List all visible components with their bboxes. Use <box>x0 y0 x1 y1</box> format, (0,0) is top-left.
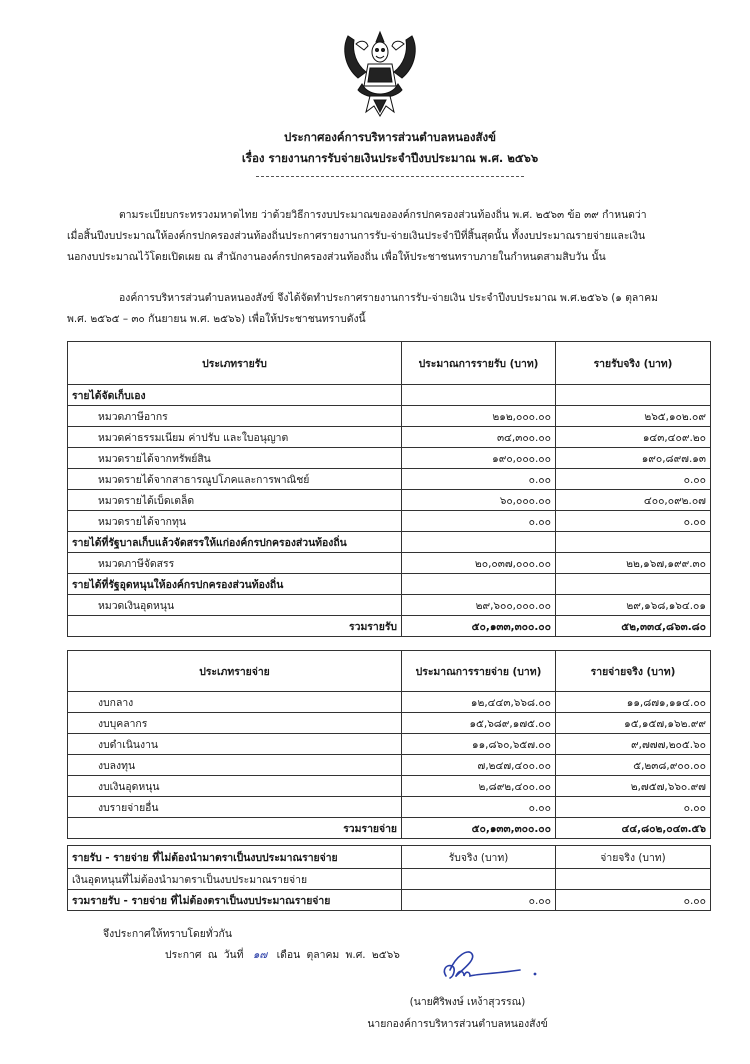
income-table <box>67 341 711 637</box>
non-budget-total-row <box>68 890 711 911</box>
income-group-row <box>68 574 711 595</box>
actual-value: ๒,๗๕๗,๖๖๐.๙๗ <box>556 776 711 797</box>
expense-actual-header: รายจ่ายจริง (บาท) <box>556 651 711 692</box>
empty-cell <box>402 574 556 595</box>
group-label: รายได้ที่รัฐบาลเก็บแล้วจัดสรรให้แก่องค์กรปกครองส่วนท้องถิ่น <box>68 532 402 553</box>
row-label: งบกลาง <box>68 692 402 713</box>
statement-line-2: พ.ศ. ๒๕๖๕ – ๓๐ กันยายน พ.ศ. ๒๕๖๖) เพื่อให้ประชาชนทราบดังนี้ <box>67 313 366 325</box>
table-row <box>68 553 711 574</box>
row-label: งบรายจ่ายอื่น <box>68 797 402 818</box>
estimate-value: ๗,๒๔๗,๔๐๐.๐๐ <box>402 755 556 776</box>
non-budget-header-row <box>68 846 711 869</box>
row-label: งบลงทุน <box>68 755 402 776</box>
table-row <box>68 406 711 427</box>
table-row <box>68 755 711 776</box>
intro-line-2: เมื่อสิ้นปีงบประมาณให้องค์กรปกครองส่วนท้องถิ่นประกาศรายงานการรับ-จ่ายเงินประจำปีที่สิ้นสุดนั้น ทั้งงบประมาณรายจ่ายและเงิน <box>67 230 646 242</box>
estimate-value: ๓๔,๓๐๐.๐๐ <box>402 427 556 448</box>
actual-value: ๑๔๓,๔๐๙.๒๐ <box>556 427 711 448</box>
total-label: รวมรายรับ - รายจ่าย ที่ไม่ต้องตราเป็นงบประมาณรายจ่าย <box>68 890 402 911</box>
empty-cell <box>556 385 711 406</box>
expense-type-header: ประเภทรายจ่าย <box>68 651 402 692</box>
row-label: หมวดภาษีจัดสรร <box>68 553 402 574</box>
income-total-row <box>68 616 711 637</box>
group-label: รายได้ที่รัฐอุดหนุนให้องค์กรปกครองส่วนท้องถิ่น <box>68 574 402 595</box>
estimate-value: ๒๑๒,๐๐๐.๐๐ <box>402 406 556 427</box>
table-row <box>68 427 711 448</box>
row-label: หมวดภาษีอากร <box>68 406 402 427</box>
total-label: รวมรายจ่าย <box>68 818 402 839</box>
estimate-value: ๑๑,๘๖๐,๖๕๗.๐๐ <box>402 734 556 755</box>
garuda-emblem-icon <box>340 28 420 120</box>
actual-value: ๐.๐๐ <box>556 469 711 490</box>
table-row <box>68 490 711 511</box>
announcement-title: ประกาศองค์การบริหารส่วนตำบลหนองสังข์ <box>284 130 496 144</box>
total-estimate: ๕๐,๑๓๓,๓๐๐.๐๐ <box>402 818 556 839</box>
date-suffix: เดือน ตุลาคม พ.ศ. ๒๕๖๖ <box>276 949 400 961</box>
row-label: หมวดรายได้จากสาธารณูปโภคและการพาณิชย์ <box>68 469 402 490</box>
table-row <box>68 448 711 469</box>
announcement-subject: เรื่อง รายงานการรับจ่ายเงินประจำปีงบประมาณ พ.ศ. ๒๕๖๖ <box>241 151 539 165</box>
table-row <box>68 595 711 616</box>
income-estimate-header: ประมาณการรายรับ (บาท) <box>402 342 556 385</box>
group-label: รายได้จัดเก็บเอง <box>68 385 402 406</box>
expense-estimate-header: ประมาณการรายจ่าย (บาท) <box>402 651 556 692</box>
non-budget-table <box>67 845 711 911</box>
income-group-row <box>68 532 711 553</box>
actual-value: ๑๙๐,๘๙๗.๑๓ <box>556 448 711 469</box>
expense-total-row <box>68 818 711 839</box>
row-label: งบดำเนินงาน <box>68 734 402 755</box>
row-label: หมวดเงินอุดหนุน <box>68 595 402 616</box>
date-day: ๑๗ <box>252 949 268 961</box>
table-row <box>68 734 711 755</box>
date-prefix: ประกาศ ณ วันที่ <box>165 949 244 961</box>
row-label: หมวดรายได้จากทุน <box>68 511 402 532</box>
received-header: รับจริง (บาท) <box>402 846 556 869</box>
actual-value: ๔๐๐,๐๙๒.๐๗ <box>556 490 711 511</box>
row-label: เงินอุดหนุนที่ไม่ต้องนำมาตราเป็นงบประมาณรายจ่าย <box>68 869 402 890</box>
estimate-value: ๐.๐๐ <box>402 797 556 818</box>
estimate-value: ๒๐,๐๓๗,๐๐๐.๐๐ <box>402 553 556 574</box>
expense-table <box>67 650 711 839</box>
income-type-header: ประเภทรายรับ <box>68 342 402 385</box>
actual-value: ๒๖๕,๑๐๒.๐๙ <box>556 406 711 427</box>
estimate-value: ๑๒,๔๔๓,๖๖๘.๐๐ <box>402 692 556 713</box>
income-header-row <box>68 342 711 385</box>
actual-value: ๕,๒๓๘,๙๐๐.๐๐ <box>556 755 711 776</box>
paid-value <box>556 869 711 890</box>
row-label: หมวดค่าธรรมเนียม ค่าปรับ และใบอนุญาต <box>68 427 402 448</box>
row-label: งบบุคลากร <box>68 713 402 734</box>
intro-line-1: ตามระเบียบกระทรวงมหาดไทย ว่าด้วยวิธีการงบประมาณขององค์กรปกครองส่วนท้องถิ่น พ.ศ. ๒๕๖๓ ข้อ ๓๙ กำหนดว่า <box>119 209 647 221</box>
table-row <box>68 797 711 818</box>
estimate-value: ๒,๘๙๒,๔๐๐.๐๐ <box>402 776 556 797</box>
actual-value: ๑๕,๑๕๗,๑๖๒.๙๙ <box>556 713 711 734</box>
empty-cell <box>402 385 556 406</box>
total-label: รวมรายรับ <box>68 616 402 637</box>
signer-name: (นายศิริพงษ์ เหง้าสุวรรณ) <box>409 996 526 1008</box>
empty-cell <box>402 532 556 553</box>
income-group-row <box>68 385 711 406</box>
table-row <box>68 469 711 490</box>
actual-value: ๒๙,๑๖๘,๑๖๔.๐๑ <box>556 595 711 616</box>
total-estimate: ๕๐,๑๓๓,๓๐๐.๐๐ <box>402 616 556 637</box>
row-label: หมวดรายได้เบ็ดเตล็ด <box>68 490 402 511</box>
statement-paragraph <box>67 288 717 330</box>
total-actual: ๔๔,๘๐๒,๐๔๓.๕๖ <box>556 818 711 839</box>
total-received: ๐.๐๐ <box>402 890 556 911</box>
table-row <box>68 776 711 797</box>
table-row <box>68 692 711 713</box>
signature-icon <box>432 946 542 986</box>
estimate-value: ๐.๐๐ <box>402 511 556 532</box>
row-label: งบเงินอุดหนุน <box>68 776 402 797</box>
paid-header: จ่ายจริง (บาท) <box>556 846 711 869</box>
estimate-value: ๑๕,๖๘๙,๑๗๕.๐๐ <box>402 713 556 734</box>
income-actual-header: รายรับจริง (บาท) <box>556 342 711 385</box>
actual-value: ๙,๗๗๗,๒๐๕.๖๐ <box>556 734 711 755</box>
estimate-value: ๐.๐๐ <box>402 469 556 490</box>
total-actual: ๕๒,๓๓๔,๘๖๓.๘๐ <box>556 616 711 637</box>
table-row <box>68 713 711 734</box>
statement-line-1: องค์การบริหารส่วนตำบลหนองสังข์ จึงได้จัดทำประกาศรายงานการรับ-จ่ายเงิน ประจำปีงบประมาณ พ.ศ.๒๕๖๖ (๑ ตุลาคม <box>119 292 658 304</box>
estimate-value: ๒๙,๖๐๐,๐๐๐.๐๐ <box>402 595 556 616</box>
actual-value: ๑๑,๘๗๑,๑๑๔.๐๐ <box>556 692 711 713</box>
closing-statement: จึงประกาศให้ทราบโดยทั่วกัน <box>103 928 232 940</box>
total-paid: ๐.๐๐ <box>556 890 711 911</box>
table-row <box>68 511 711 532</box>
actual-value: ๐.๐๐ <box>556 797 711 818</box>
estimate-value: ๖๐,๐๐๐.๐๐ <box>402 490 556 511</box>
actual-value: ๐.๐๐ <box>556 511 711 532</box>
intro-paragraph <box>67 205 717 268</box>
intro-line-3: นอกงบประมาณไว้โดยเปิดเผย ณ สำนักงานองค์กรปกครองส่วนท้องถิ่น เพื่อให้ประชาชนทราบภายในกำหนดสามสิบวัน นั้น <box>67 251 606 263</box>
empty-cell <box>556 574 711 595</box>
dashed-divider <box>256 176 524 177</box>
announcement-date <box>165 946 400 963</box>
received-value <box>402 869 556 890</box>
row-label: หมวดรายได้จากทรัพย์สิน <box>68 448 402 469</box>
expense-header-row <box>68 651 711 692</box>
non-budget-type-header: รายรับ - รายจ่าย ที่ไม่ต้องนำมาตราเป็นงบประมาณรายจ่าย <box>68 846 402 869</box>
signer-title: นายกองค์การบริหารส่วนตำบลหนองสังข์ <box>367 1018 548 1030</box>
actual-value: ๒๒,๑๖๗,๑๙๙.๓๐ <box>556 553 711 574</box>
table-row <box>68 869 711 890</box>
empty-cell <box>556 532 711 553</box>
estimate-value: ๑๙๐,๐๐๐.๐๐ <box>402 448 556 469</box>
